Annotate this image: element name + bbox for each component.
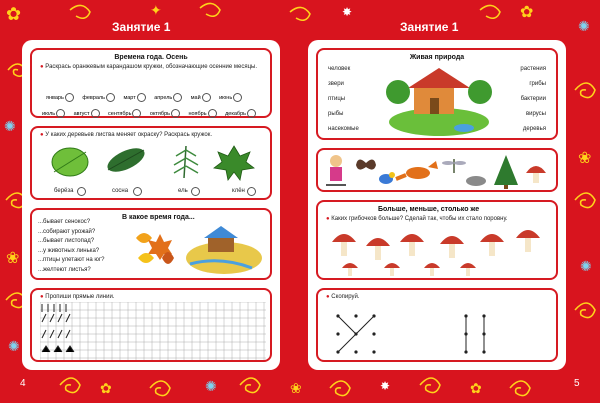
fish-icon [466,176,486,186]
mushroom-icon [400,234,424,256]
month-item: январь [46,93,74,102]
star-icon: ✺ [205,379,217,395]
bullet-icon: ● [40,132,44,138]
seasons-header: Времена года. Осень [114,54,188,61]
when-header: В какое время года... [122,214,195,221]
month-circle[interactable] [65,93,74,102]
butterfly-icon [356,159,376,169]
mushroom-icon [332,234,356,256]
star-icon: ✸ [342,5,353,19]
month-circle[interactable] [137,93,146,102]
nature-word: вирусы [525,111,546,117]
tree-leaves-illustration [34,142,272,186]
mushroom-icon [460,263,476,276]
month-item: ноябрь [188,109,216,118]
question-item: ...бывает листопад? [38,238,95,244]
nature-word: птицы [328,96,346,102]
nature-left-words [328,62,359,137]
star-icon: ✸ [380,379,391,393]
mushroom-icon [516,230,540,252]
nature-header: Живая природа [409,54,465,61]
tree-label: ель [178,188,188,194]
trees-card [30,126,272,200]
spruce-branch-icon [174,146,198,178]
month-item: март [123,93,145,102]
flower-icon: ✿ [520,2,534,21]
question-item: ...птицы улетают на юг? [38,257,105,263]
flower-icon: ✿ [6,4,22,25]
bullet-icon: ● [326,294,330,300]
flower-icon: ❀ [578,148,592,167]
right-page [308,40,566,370]
tree-label: берёза [54,188,74,194]
mushroom-icon [526,166,546,183]
birch-leaf-icon [52,148,88,176]
month-item: сентябрь [108,109,141,118]
season-illustrations [128,224,268,276]
star-icon: ✺ [580,259,592,275]
flower-icon: ✿ [470,381,482,397]
line-samples [42,304,74,352]
month-circle[interactable] [56,109,65,118]
mushroom-icon [480,234,504,256]
month-circle[interactable] [106,93,115,102]
nature-right-words [520,62,546,137]
mushroom-icon [440,236,464,258]
dot-copy-exercise[interactable] [326,304,552,360]
tree-circle[interactable] [133,187,142,196]
nature-word: рыбы [328,111,344,117]
page-number-left: 4 [20,378,26,389]
month-item: февраль [82,93,115,102]
star-icon: ✦ [150,3,162,19]
tree-label: сосна [112,188,129,194]
month-circle[interactable] [91,109,100,118]
copy-card [316,288,558,362]
nature-word: человек [328,66,351,72]
bullet-icon: ● [40,64,44,70]
village-icon [186,226,262,274]
mushroom-icon [424,263,440,276]
fir-tree-icon [494,155,518,189]
animals-card [316,148,558,192]
nature-word: растения [520,66,546,72]
flower-icon: ❀ [290,381,302,397]
compare-header: Больше, меньше, столько же [378,206,480,213]
question-item: ...бывает сенокос? [38,219,91,225]
dot-pattern-sample [336,314,485,353]
fox-icon [396,161,438,179]
nature-word: грибы [529,81,546,87]
left-page [22,40,280,370]
lines-instruction: Пропиши прямые линии. [45,294,115,300]
flower-icon: ✿ [100,381,112,397]
month-item: декабрь [225,109,256,118]
flower-icon: ✺ [8,339,20,355]
nature-word: деревья [522,126,546,132]
star-icon: ✺ [578,19,590,35]
question-item: ...желтеют листья? [38,266,91,273]
bullet-icon: ● [40,294,44,300]
when-card [30,208,272,280]
tree-circle[interactable] [77,187,86,196]
nature-card [316,48,558,140]
month-circle[interactable] [233,93,242,102]
mushroom-icon [384,263,400,276]
month-item: июль [42,109,65,118]
flower-icon: ❀ [6,248,20,267]
tree-circle[interactable] [191,187,200,196]
bird-icon [379,172,395,184]
month-item: октябрь [150,109,180,118]
months-row-2 [42,102,260,120]
dragonfly-icon [442,159,466,173]
pine-branch-icon [104,143,148,176]
seasons-instruction: Раскрась оранжевым карандашом кружки, обозначающие осенние месяцы. [45,64,257,70]
when-questions [38,218,104,275]
girl-on-scooter-icon [326,155,346,185]
month-item: июнь [219,93,242,102]
month-circle[interactable] [208,109,217,118]
month-circle[interactable] [173,93,182,102]
bullet-icon: ● [326,216,330,222]
leaf-icon [138,253,154,263]
mushroom-icon [366,238,390,260]
month-circle[interactable] [202,93,211,102]
month-item: август [74,109,100,118]
grid-exercise[interactable] [40,302,266,360]
nature-word: насекомые [328,126,359,132]
mushroom-icon [342,263,358,276]
copy-instruction: Скопируй. [331,294,360,300]
month-circle[interactable] [247,109,256,118]
month-item: апрель [154,93,182,102]
animals-row-illustration [320,151,556,191]
month-circle[interactable] [171,109,180,118]
question-item: ...у животных линька? [38,247,100,254]
mushrooms-illustration [320,224,556,280]
compare-card [316,200,558,280]
nature-scene-illustration [384,64,494,138]
trees-instruction: У каких деревьев листва меняет окраску? Раскрась кружок. [45,132,212,138]
lesson-title-right: Занятие 1 [400,20,459,34]
page-number-right: 5 [574,378,580,389]
tree-circle[interactable] [247,187,256,196]
seasons-card [30,48,272,118]
lines-card [30,288,272,362]
question-item: ...собирают урожай? [38,228,96,235]
tree-label: клён [232,188,245,194]
month-circle[interactable] [132,109,141,118]
lesson-title-left: Занятие 1 [112,20,171,34]
nature-word: звери [328,81,344,87]
maple-leaf-icon [214,146,254,180]
flower-icon: ✺ [4,119,16,135]
nature-word: бактерии [520,96,546,102]
month-item: май [191,93,211,102]
compare-instruction: Каких грибочков больше? Сделай так, чтобы их стало поровну. [331,216,508,222]
